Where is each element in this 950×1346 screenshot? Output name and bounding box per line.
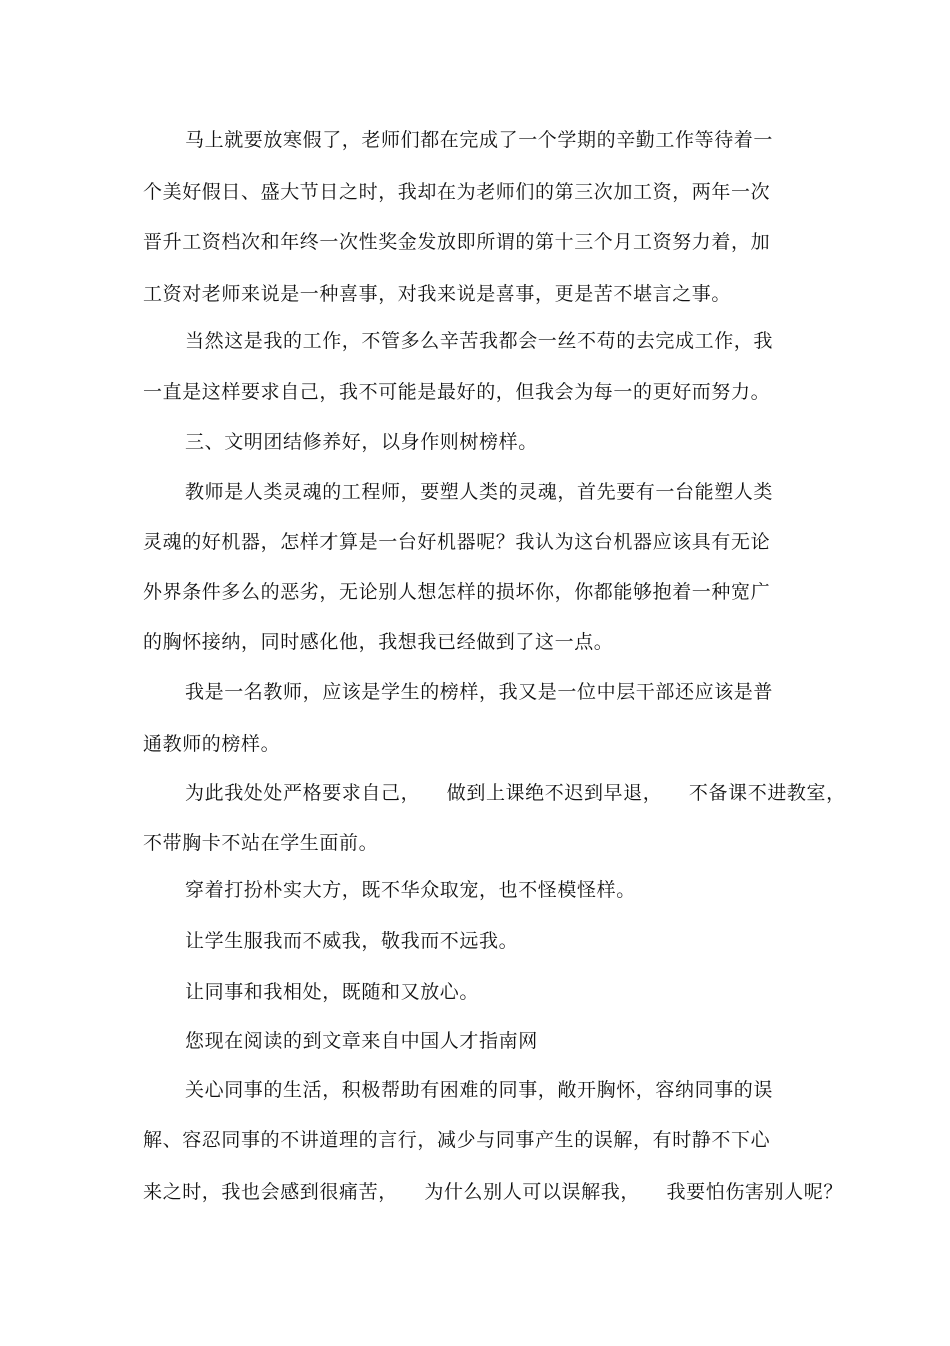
text-line: 工资对老师来说是一种喜事，对我来说是喜事，更是苦不堪言之事。 [143, 283, 732, 305]
text-line: 让同事和我相处，既随和又放心。 [185, 981, 480, 1003]
text-line: 解、容忍同事的不讲道理的言行，减少与同事产生的误解，有时静不下心 [143, 1129, 771, 1151]
text-line: 马上就要放寒假了，老师们都在完成了一个学期的辛勤工作等待着一 [185, 129, 774, 151]
text-line: 让学生服我而不威我，敬我而不远我。 [185, 930, 519, 952]
text-line: 外界条件多么的恶劣，无论别人想怎样的损坏你，你都能够抱着一种宽广 [143, 581, 771, 603]
text-line: 教师是人类灵魂的工程师，要塑人类的灵魂，首先要有一台能塑人类 [185, 481, 774, 503]
text-line: 的胸怀接纳，同时感化他，我想我已经做到了这一点。 [143, 631, 614, 653]
text-line: 穿着打扮朴实大方，既不华众取宠，也不怪模怪样。 [185, 879, 636, 901]
text-line: 您现在阅读的到文章来自中国人才指南网 [185, 1030, 538, 1052]
text-line: 不带胸卡不站在学生面前。 [143, 832, 379, 854]
text-line: 晋升工资档次和年终一次性奖金发放即所谓的第十三个月工资努力着，加 [143, 231, 771, 253]
text-line: 一直是这样要求自己，我不可能是最好的，但我会为每一的更好而努力。 [143, 381, 771, 403]
text-line: 我是一名教师，应该是学生的榜样，我又是一位中层干部还应该是普 [185, 681, 774, 703]
text-line: 个美好假日、盛大节日之时，我却在为老师们的第三次加工资，两年一次 [143, 181, 771, 203]
text-line: 灵魂的好机器，怎样才算是一台好机器呢？我认为这台机器应该具有无论 [143, 531, 771, 553]
text-line: 为此我处处严格要求自己， 做到上课绝不迟到早退， 不备课不进教室， [185, 782, 846, 804]
text-line: 通教师的榜样。 [143, 733, 281, 755]
text-line: 当然这是我的工作，不管多么辛苦我都会一丝不苟的去完成工作，我 [185, 330, 774, 352]
section-heading: 三、文明团结修养好，以身作则树榜样。 [185, 431, 538, 453]
text-line: 来之时，我也会感到很痛苦， 为什么别人可以误解我， 我要怕伤害别人呢？ [143, 1181, 843, 1203]
text-line: 关心同事的生活，积极帮助有困难的同事，敞开胸怀，容纳同事的误 [185, 1079, 774, 1101]
